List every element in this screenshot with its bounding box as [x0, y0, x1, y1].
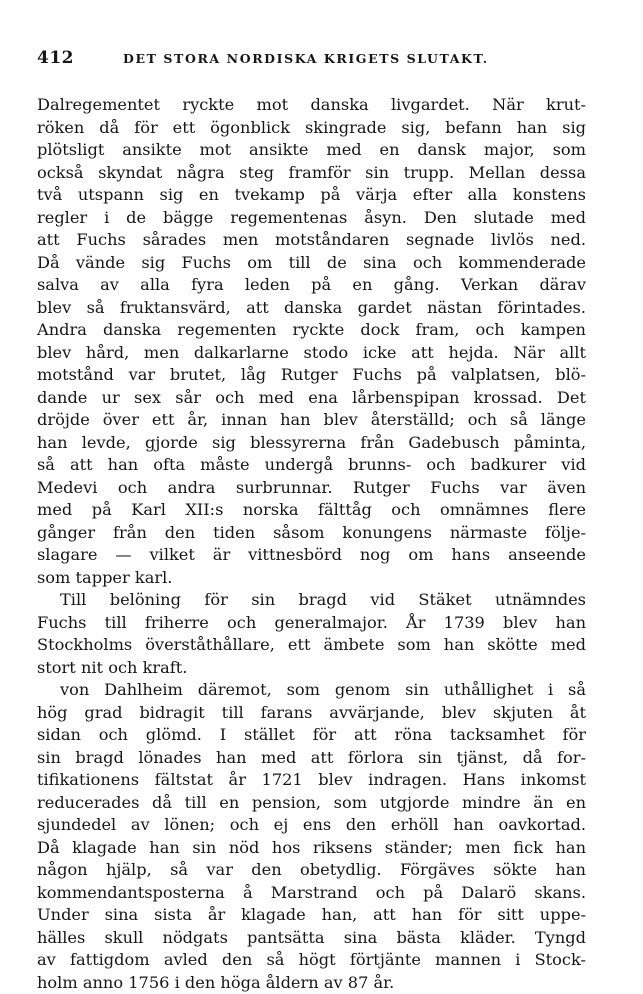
text-line: också skyndat några steg framför sin trupp. Mellan dessa [37, 162, 586, 185]
text-line: Då vände sig Fuchs om till de sina och kommenderade [37, 252, 586, 275]
text-line: två utspann sig en tvekamp på värja efter alla konstens [37, 184, 586, 207]
text-line: slagare — vilket är vittnesbörd nog om hans anseende [37, 544, 586, 567]
text-line: salva av alla fyra leden på en gång. Verkan därav [37, 274, 586, 297]
text-line: stort nit och kraft. [37, 657, 586, 680]
text-line: regler i de bägge regementenas åsyn. Den slutade med [37, 207, 586, 230]
text-line: blev så fruktansvärd, att danska gardet nästan förintades. [37, 297, 586, 320]
page-number: 412 [37, 48, 74, 68]
text-line: Stockholms överståthållare, ett ämbete som han skötte med [37, 634, 586, 657]
text-line: hög grad bidragit till farans avvärjande, blev skjuten åt [37, 702, 586, 725]
text-line: han levde, gjorde sig blessyrerna från Gadebusch påminta, [37, 432, 586, 455]
text-line: någon hjälp, så var den obetydlig. Förgäves sökte han [37, 859, 586, 882]
text-line: Till belöning för sin bragd vid Stäket utnämndes [37, 589, 586, 612]
text-line: att Fuchs sårades men motståndaren segnade livlös ned. [37, 229, 586, 252]
text-line: tifikationens fältstat år 1721 blev indragen. Hans inkomst [37, 769, 586, 792]
paragraph [37, 589, 586, 679]
text-line: Under sina sista år klagade han, att han för sitt uppe- [37, 904, 586, 927]
paragraph [37, 94, 586, 589]
text-line: von Dahlheim däremot, som genom sin uthållighet i så [37, 679, 586, 702]
text-line: röken då för ett ögonblick skingrade sig, befann han sig [37, 117, 586, 140]
text-line: Då klagade han sin nöd hos riksens ständer; men fick han [37, 837, 586, 860]
text-line: kommendantsposterna å Marstrand och på Dalarö skans. [37, 882, 586, 905]
text-line: sin bragd lönades han med att förlora sin tjänst, då for- [37, 747, 586, 770]
text-line: så att han ofta måste undergå brunns- och badkurer vid [37, 454, 586, 477]
text-line: Dalregementet ryckte mot danska livgardet. När krut- [37, 94, 586, 117]
text-line: gånger från den tiden såsom konungens närmaste följe- [37, 522, 586, 545]
text-line: av fattigdom avled den så högt förtjänte mannen i Stock- [37, 949, 586, 972]
body-text [37, 94, 586, 994]
text-line: dröjde över ett år, innan han blev återställd; och så länge [37, 409, 586, 432]
text-line: plötsligt ansikte mot ansikte med en dansk major, som [37, 139, 586, 162]
text-line: sidan och glömd. I stället för att röna tacksamhet för [37, 724, 586, 747]
text-line: sjundedel av lönen; och ej ens den erhöll han oavkortad. [37, 814, 586, 837]
text-line: blev hård, men dalkarlarne stodo icke att hejda. När allt [37, 342, 586, 365]
running-head [37, 48, 597, 70]
text-line: motstånd var brutet, låg Rutger Fuchs på valplatsen, blö- [37, 364, 586, 387]
text-line: dande ur sex sår och med ena lårbenspipan krossad. Det [37, 387, 586, 410]
text-line: Andra danska regementen ryckte dock fram, och kampen [37, 319, 586, 342]
paragraph [37, 679, 586, 994]
text-line: som tapper karl. [37, 567, 586, 590]
text-line: Fuchs till friherre och generalmajor. År 1739 blev han [37, 612, 586, 635]
text-line: Medevi och andra surbrunnar. Rutger Fuchs var även [37, 477, 586, 500]
text-line: med på Karl XII:s norska fälttåg och omnämnes flere [37, 499, 586, 522]
text-line: reducerades då till en pension, som utgjorde mindre än en [37, 792, 586, 815]
text-line: holm anno 1756 i den höga åldern av 87 år. [37, 972, 586, 994]
running-title: DET STORA NORDISKA KRIGETS SLUTAKT. [123, 51, 489, 66]
text-line: hälles skull nödgats pantsätta sina bästa kläder. Tyngd [37, 927, 586, 950]
